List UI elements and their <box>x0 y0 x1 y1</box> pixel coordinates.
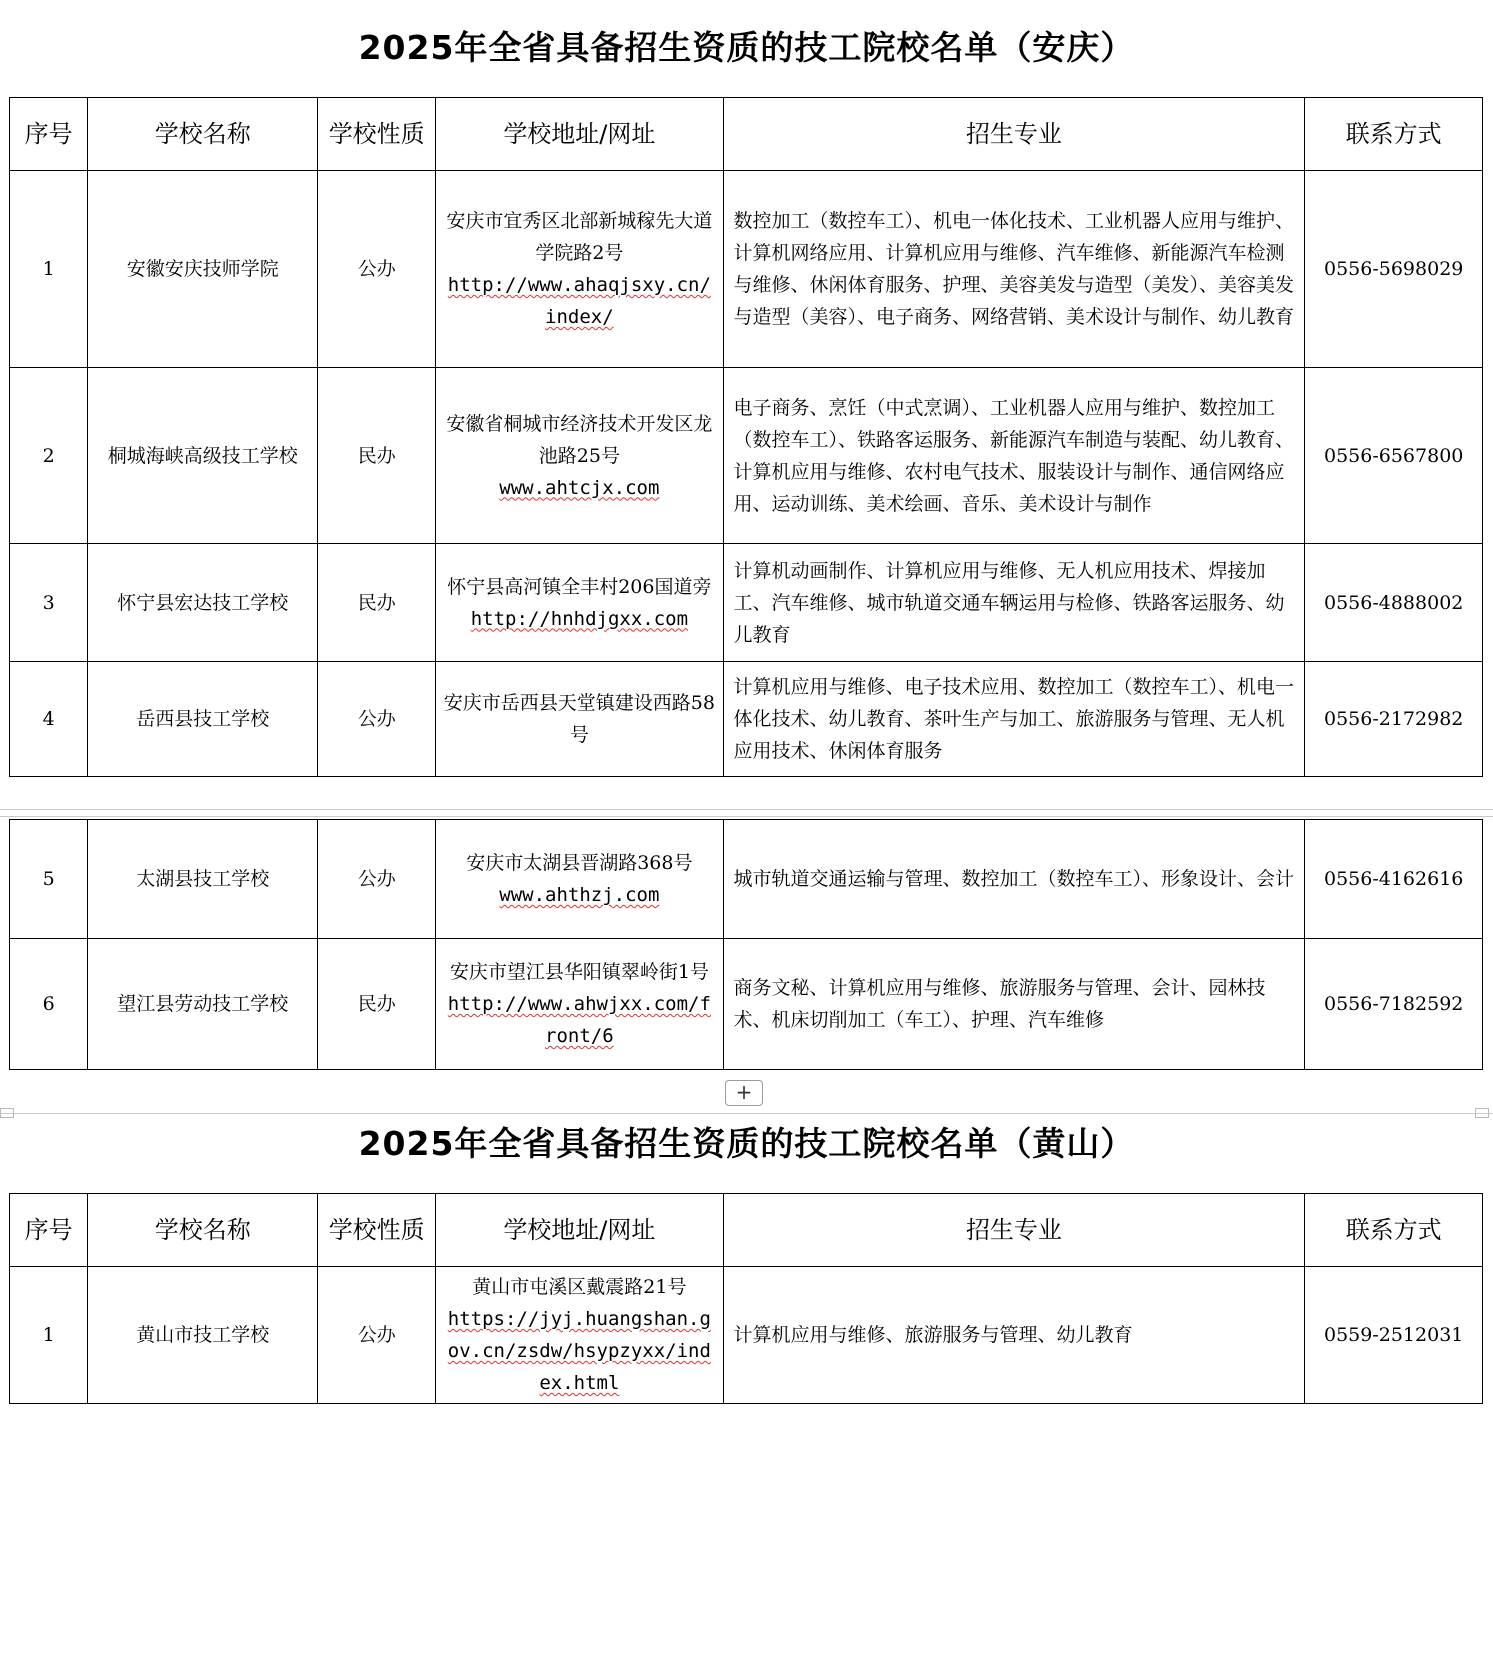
school-phone: 0556-4888002 <box>1305 544 1483 662</box>
table-row <box>10 368 1483 544</box>
header-name: 学校名称 <box>88 1194 318 1267</box>
school-majors: 计算机应用与维修、旅游服务与管理、幼儿教育 <box>723 1267 1305 1404</box>
school-url[interactable]: www.ahtcjx.com <box>499 476 660 499</box>
header-contact: 联系方式 <box>1305 1194 1483 1267</box>
school-address: 黄山市屯溪区戴震路21号 <box>472 1276 687 1298</box>
section-separator-line <box>0 1113 1493 1114</box>
page-title-anqing: 2025年全省具备招生资质的技工院校名单（安庆） <box>358 28 1135 67</box>
table-row <box>10 171 1483 368</box>
table-row <box>10 1267 1483 1404</box>
margin-marker-right <box>1475 1108 1489 1118</box>
school-majors: 商务文秘、计算机应用与维修、旅游服务与管理、会计、园林技术、机床切削加工（车工）、护理、汽车维修 <box>723 939 1305 1070</box>
school-address-cell <box>436 820 723 939</box>
school-url[interactable]: http://www.ahwjxx.com/front/6 <box>447 993 711 1047</box>
school-url[interactable]: http://www.ahaqjsxy.cn/index/ <box>447 274 711 328</box>
header-address: 学校地址/网址 <box>436 1194 723 1267</box>
header-no: 序号 <box>10 98 88 171</box>
header-type: 学校性质 <box>318 98 436 171</box>
school-majors: 计算机应用与维修、电子技术应用、数控加工（数控车工）、机电一体化技术、幼儿教育、茶叶生产与加工、旅游服务与管理、无人机应用技术、休闲体育服务 <box>723 662 1305 777</box>
school-phone: 0556-2172982 <box>1305 662 1483 777</box>
school-address: 安庆市宜秀区北部新城稼先大道学院路2号 <box>446 210 713 264</box>
school-type: 民办 <box>318 544 436 662</box>
table-row <box>10 820 1483 939</box>
school-address: 安徽省桐城市经济技术开发区龙池路25号 <box>446 412 713 467</box>
header-name: 学校名称 <box>88 98 318 171</box>
school-majors: 计算机动画制作、计算机应用与维修、无人机应用技术、焊接加工、汽车维修、城市轨道交通车辆运用与检修、铁路客运服务、幼儿教育 <box>723 544 1305 662</box>
header-no: 序号 <box>10 1194 88 1267</box>
school-name: 黄山市技工学校 <box>88 1267 318 1404</box>
school-phone: 0556-6567800 <box>1305 368 1483 544</box>
header-address: 学校地址/网址 <box>436 98 723 171</box>
add-row-button[interactable]: + <box>725 1080 763 1106</box>
row-no: 3 <box>10 544 88 662</box>
header-contact: 联系方式 <box>1305 98 1483 171</box>
row-no: 2 <box>10 368 88 544</box>
school-name: 太湖县技工学校 <box>88 820 318 939</box>
school-table-huangshan <box>9 1193 1483 1404</box>
school-type: 公办 <box>318 662 436 777</box>
school-type: 公办 <box>318 1267 436 1404</box>
school-name: 怀宁县宏达技工学校 <box>88 544 318 662</box>
school-url[interactable]: https://jyj.huangshan.gov.cn/zsdw/hsypzyxx/index.html <box>447 1308 711 1394</box>
school-address: 安庆市岳西县天堂镇建设西路58号 <box>436 662 723 777</box>
margin-marker-left <box>0 1108 14 1118</box>
row-no: 6 <box>10 939 88 1070</box>
school-name: 岳西县技工学校 <box>88 662 318 777</box>
school-address-cell <box>436 544 723 662</box>
school-table-anqing-continued <box>9 819 1483 1070</box>
school-address: 怀宁县高河镇全丰村206国道旁 <box>447 575 712 598</box>
school-type: 公办 <box>318 820 436 939</box>
school-address: 安庆市望江县华阳镇翠岭街1号 <box>449 961 709 983</box>
school-name: 桐城海峡高级技工学校 <box>88 368 318 544</box>
table-row <box>10 544 1483 662</box>
page-break-line <box>0 809 1493 810</box>
school-phone: 0556-7182592 <box>1305 939 1483 1070</box>
school-majors: 数控加工（数控车工）、机电一体化技术、工业机器人应用与维护、计算机网络应用、计算机应用与维修、汽车维修、新能源汽车检测与维修、休闲体育服务、护理、美容美发与造型（美发）、美容美发与造型（美容）、电子商务、网络营销、美术设计与制作、幼儿教育 <box>723 171 1305 368</box>
row-no: 4 <box>10 662 88 777</box>
school-type: 公办 <box>318 171 436 368</box>
row-no: 5 <box>10 820 88 939</box>
school-address-cell <box>436 368 723 544</box>
school-address-cell <box>436 939 723 1070</box>
table-header-row <box>10 98 1483 171</box>
school-majors: 电子商务、烹饪（中式烹调）、工业机器人应用与维护、数控加工（数控车工）、铁路客运服务、新能源汽车制造与装配、幼儿教育、计算机应用与维修、农村电气技术、服装设计与制作、通信网络应用、运动训练、美术绘画、音乐、美术设计与制作 <box>723 368 1305 544</box>
school-table-anqing <box>9 97 1483 777</box>
table-row <box>10 939 1483 1070</box>
school-address: 安庆市太湖县晋湖路368号 <box>466 852 693 874</box>
school-url[interactable]: www.ahthzj.com <box>499 884 660 906</box>
school-phone: 0559-2512031 <box>1305 1267 1483 1404</box>
header-majors: 招生专业 <box>723 98 1305 171</box>
school-phone: 0556-5698029 <box>1305 171 1483 368</box>
table-header-row <box>10 1194 1483 1267</box>
school-address-cell <box>436 1267 723 1404</box>
row-no: 1 <box>10 1267 88 1404</box>
header-majors: 招生专业 <box>723 1194 1305 1267</box>
school-name: 望江县劳动技工学校 <box>88 939 318 1070</box>
school-phone: 0556-4162616 <box>1305 820 1483 939</box>
page-title-huangshan: 2025年全省具备招生资质的技工院校名单（黄山） <box>358 1124 1135 1163</box>
school-type: 民办 <box>318 939 436 1070</box>
table-row <box>10 662 1483 777</box>
school-name: 安徽安庆技师学院 <box>88 171 318 368</box>
row-no: 1 <box>10 171 88 368</box>
page-break-line <box>0 816 1493 817</box>
school-type: 民办 <box>318 368 436 544</box>
header-type: 学校性质 <box>318 1194 436 1267</box>
school-majors: 城市轨道交通运输与管理、数控加工（数控车工）、形象设计、会计 <box>723 820 1305 939</box>
school-url[interactable]: http://hnhdjgxx.com <box>470 607 689 630</box>
school-address-cell <box>436 171 723 368</box>
